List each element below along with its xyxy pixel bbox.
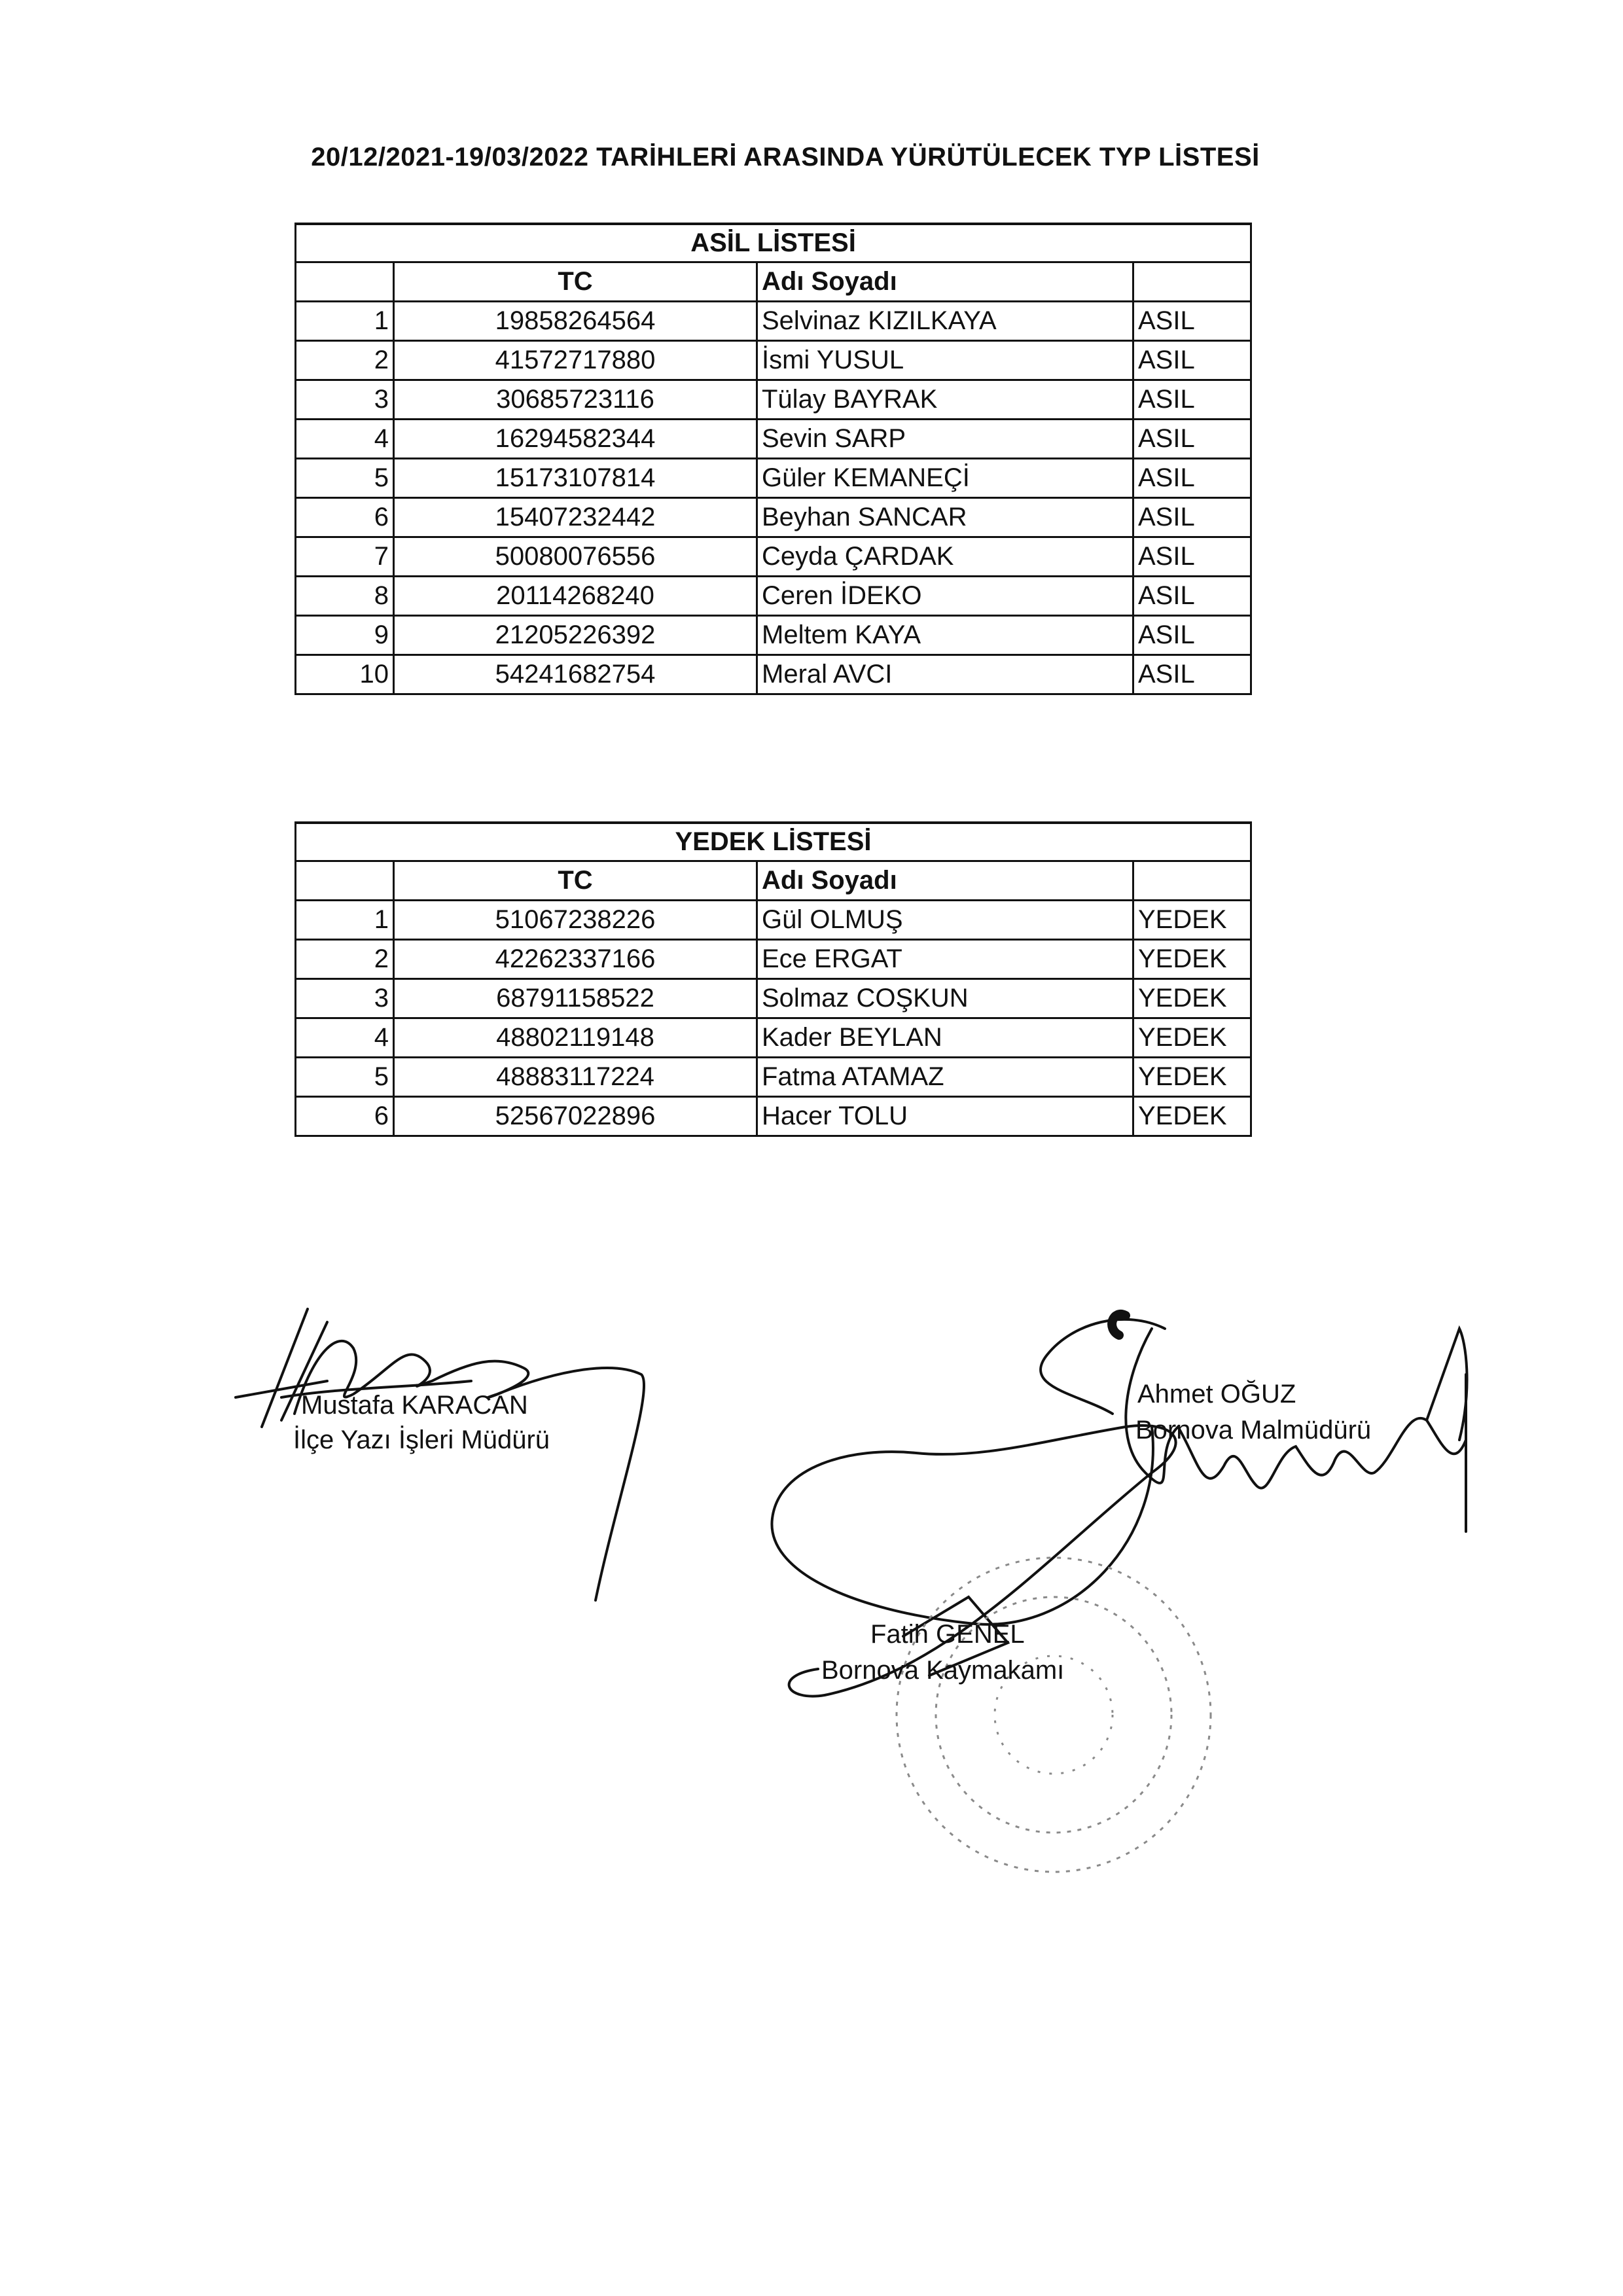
table-row xyxy=(296,419,1251,458)
tc-number: 21205226392 xyxy=(394,615,757,655)
col-status-header xyxy=(1133,861,1251,900)
status-label: YEDEK xyxy=(1133,1096,1251,1136)
full-name: Kader BEYLAN xyxy=(757,1018,1133,1057)
tc-number: 42262337166 xyxy=(394,939,757,978)
table-row xyxy=(296,978,1251,1018)
table-row xyxy=(296,497,1251,537)
tc-number: 54241682754 xyxy=(394,655,757,694)
status-label: ASIL xyxy=(1133,615,1251,655)
status-label: YEDEK xyxy=(1133,900,1251,939)
full-name: Meral AVCI xyxy=(757,655,1133,694)
col-tc-header: TC xyxy=(394,861,757,900)
row-number: 1 xyxy=(296,900,394,939)
table-row xyxy=(296,340,1251,380)
official-stamp xyxy=(897,1558,1211,1872)
row-number: 7 xyxy=(296,537,394,576)
full-name: İsmi YUSUL xyxy=(757,340,1133,380)
full-name: Fatma ATAMAZ xyxy=(757,1057,1133,1096)
status-label: ASIL xyxy=(1133,340,1251,380)
tc-number: 15407232442 xyxy=(394,497,757,537)
tc-number: 15173107814 xyxy=(394,458,757,497)
col-no-header xyxy=(296,262,394,301)
tc-number: 52567022896 xyxy=(394,1096,757,1136)
row-number: 2 xyxy=(296,340,394,380)
col-tc-header: TC xyxy=(394,262,757,301)
tc-number: 48883117224 xyxy=(394,1057,757,1096)
full-name: Ece ERGAT xyxy=(757,939,1133,978)
tc-number: 19858264564 xyxy=(394,301,757,340)
row-number: 1 xyxy=(296,301,394,340)
table-row xyxy=(296,1018,1251,1057)
col-name-header: Adı Soyadı xyxy=(757,262,1133,301)
tc-number: 41572717880 xyxy=(394,340,757,380)
status-label: YEDEK xyxy=(1133,1018,1251,1057)
yedek-list-table xyxy=(294,821,1252,1137)
row-number: 8 xyxy=(296,576,394,615)
table-row xyxy=(296,900,1251,939)
full-name: Hacer TOLU xyxy=(757,1096,1133,1136)
status-label: ASIL xyxy=(1133,458,1251,497)
table-row xyxy=(296,1096,1251,1136)
full-name: Ceren İDEKO xyxy=(757,576,1133,615)
full-name: Meltem KAYA xyxy=(757,615,1133,655)
tc-number: 50080076556 xyxy=(394,537,757,576)
asil-list-title: ASİL LİSTESİ xyxy=(296,224,1251,262)
row-number: 2 xyxy=(296,939,394,978)
row-number: 3 xyxy=(296,380,394,419)
status-label: ASIL xyxy=(1133,537,1251,576)
status-label: YEDEK xyxy=(1133,978,1251,1018)
table-row xyxy=(296,576,1251,615)
asil-list-table xyxy=(294,223,1252,695)
tc-number: 30685723116 xyxy=(394,380,757,419)
status-label: ASIL xyxy=(1133,655,1251,694)
full-name: Ceyda ÇARDAK xyxy=(757,537,1133,576)
status-label: ASIL xyxy=(1133,497,1251,537)
tc-number: 20114268240 xyxy=(394,576,757,615)
row-number: 9 xyxy=(296,615,394,655)
table-row xyxy=(296,1057,1251,1096)
tc-number: 51067238226 xyxy=(394,900,757,939)
tc-number: 16294582344 xyxy=(394,419,757,458)
row-number: 10 xyxy=(296,655,394,694)
tc-number: 48802119148 xyxy=(394,1018,757,1057)
table-row xyxy=(296,301,1251,340)
yedek-list-title: YEDEK LİSTESİ xyxy=(296,823,1251,861)
status-label: ASIL xyxy=(1133,576,1251,615)
col-no-header xyxy=(296,861,394,900)
row-number: 4 xyxy=(296,419,394,458)
full-name: Sevin SARP xyxy=(757,419,1133,458)
table-row xyxy=(296,458,1251,497)
full-name: Solmaz COŞKUN xyxy=(757,978,1133,1018)
right-signatory-title: Bornova Malmüdürü xyxy=(1135,1416,1372,1444)
tc-number: 68791158522 xyxy=(394,978,757,1018)
document-title: 20/12/2021-19/03/2022 TARİHLERİ ARASINDA YÜRÜTÜLECEK TYP LİSTESİ xyxy=(311,143,1260,171)
table-row xyxy=(296,380,1251,419)
full-name: Tülay BAYRAK xyxy=(757,380,1133,419)
status-label: YEDEK xyxy=(1133,939,1251,978)
full-name: Gül OLMUŞ xyxy=(757,900,1133,939)
full-name: Beyhan SANCAR xyxy=(757,497,1133,537)
full-name: Selvinaz KIZILKAYA xyxy=(757,301,1133,340)
left-signatory-name: Mustafa KARACAN xyxy=(301,1391,528,1420)
row-number: 5 xyxy=(296,1057,394,1096)
left-signatory-title: İlçe Yazı İşleri Müdürü xyxy=(293,1426,550,1454)
right-signatory-name: Ahmet OĞUZ xyxy=(1137,1380,1296,1408)
row-number: 6 xyxy=(296,497,394,537)
table-row xyxy=(296,655,1251,694)
center-signatory-name: Fatih GENEL xyxy=(870,1620,1025,1649)
status-label: ASIL xyxy=(1133,419,1251,458)
col-status-header xyxy=(1133,262,1251,301)
row-number: 6 xyxy=(296,1096,394,1136)
table-row xyxy=(296,537,1251,576)
row-number: 5 xyxy=(296,458,394,497)
status-label: YEDEK xyxy=(1133,1057,1251,1096)
row-number: 4 xyxy=(296,1018,394,1057)
status-label: ASIL xyxy=(1133,380,1251,419)
center-signatory-title: Bornova Kaymakamı xyxy=(821,1656,1065,1685)
table-row xyxy=(296,939,1251,978)
status-label: ASIL xyxy=(1133,301,1251,340)
row-number: 3 xyxy=(296,978,394,1018)
table-row xyxy=(296,615,1251,655)
full-name: Güler KEMANEÇİ xyxy=(757,458,1133,497)
col-name-header: Adı Soyadı xyxy=(757,861,1133,900)
